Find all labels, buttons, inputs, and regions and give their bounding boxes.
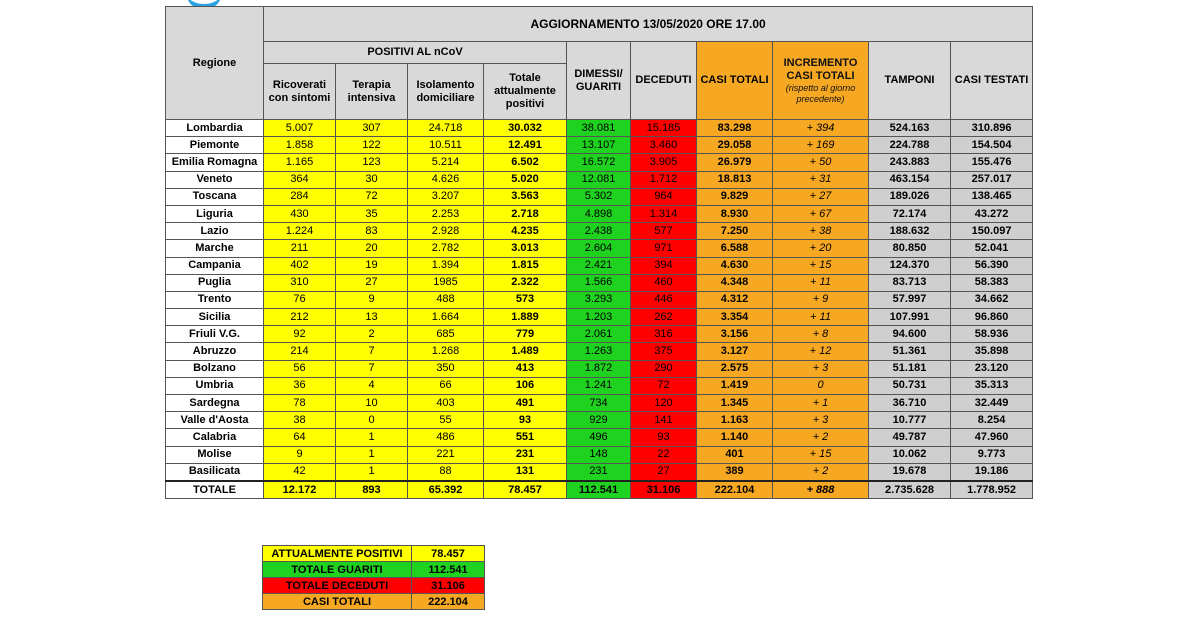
table-row [166, 154, 1033, 171]
cell-totale: 779 [484, 326, 567, 343]
cell-testati: 96.860 [951, 309, 1033, 326]
cell-totale: 2.718 [484, 205, 567, 222]
cell-totale: 30.032 [484, 120, 567, 137]
cell-deceduti: 15.185 [631, 120, 697, 137]
cell-testati: 35.313 [951, 377, 1033, 394]
cell-dimessi: 3.293 [567, 291, 631, 308]
cell-ricoverati: 36 [264, 377, 336, 394]
cell-regione: Marche [166, 240, 264, 257]
cell-ricoverati: 38 [264, 412, 336, 429]
cell-incremento: + 15 [773, 257, 869, 274]
cell-terapia: 72 [336, 188, 408, 205]
cell-deceduti: 446 [631, 291, 697, 308]
cell-totale: 491 [484, 395, 567, 412]
cell-incremento: + 12 [773, 343, 869, 360]
cell-deceduti: 262 [631, 309, 697, 326]
summary-label: ATTUALMENTE POSITIVI [263, 546, 412, 562]
cell-tamponi: 19.678 [869, 463, 951, 481]
header-deceduti: DECEDUTI [631, 42, 697, 120]
cell-casi: 2.575 [697, 360, 773, 377]
cell-terapia: 27 [336, 274, 408, 291]
cell-casi: 222.104 [697, 481, 773, 499]
cell-terapia: 122 [336, 137, 408, 154]
header-incremento-label: INCREMENTO CASI TOTALI [783, 56, 858, 82]
cell-casi: 1.163 [697, 412, 773, 429]
cell-terapia: 2 [336, 326, 408, 343]
cell-casi: 4.630 [697, 257, 773, 274]
cell-totale: 5.020 [484, 171, 567, 188]
cell-deceduti: 3.460 [631, 137, 697, 154]
cell-tamponi: 524.163 [869, 120, 951, 137]
cell-totale: 93 [484, 412, 567, 429]
table-row [166, 429, 1033, 446]
cell-dimessi: 929 [567, 412, 631, 429]
table-row [166, 223, 1033, 240]
cell-terapia: 7 [336, 343, 408, 360]
cell-dimessi: 1.241 [567, 377, 631, 394]
cell-terapia: 1 [336, 429, 408, 446]
cell-tamponi: 124.370 [869, 257, 951, 274]
cell-regione: Puglia [166, 274, 264, 291]
cell-deceduti: 93 [631, 429, 697, 446]
cell-incremento: + 2 [773, 429, 869, 446]
cell-deceduti: 577 [631, 223, 697, 240]
cell-deceduti: 22 [631, 446, 697, 463]
cell-regione: Campania [166, 257, 264, 274]
cell-isolamento: 1.268 [408, 343, 484, 360]
cell-regione: Basilicata [166, 463, 264, 481]
table-row [166, 360, 1033, 377]
summary-row [263, 546, 485, 562]
cell-dimessi: 1.203 [567, 309, 631, 326]
cell-casi: 83.298 [697, 120, 773, 137]
cell-isolamento: 486 [408, 429, 484, 446]
cell-isolamento: 1.394 [408, 257, 484, 274]
summary-label: CASI TOTALI [263, 594, 412, 610]
cell-regione: Abruzzo [166, 343, 264, 360]
cell-casi: 9.829 [697, 188, 773, 205]
cell-ricoverati: 402 [264, 257, 336, 274]
cell-incremento: + 169 [773, 137, 869, 154]
cell-incremento: + 11 [773, 309, 869, 326]
cell-casi: 26.979 [697, 154, 773, 171]
cell-testati: 138.465 [951, 188, 1033, 205]
cell-ricoverati: 56 [264, 360, 336, 377]
cell-dimessi: 16.572 [567, 154, 631, 171]
cell-testati: 19.186 [951, 463, 1033, 481]
cell-incremento: + 50 [773, 154, 869, 171]
cell-testati: 8.254 [951, 412, 1033, 429]
table-row [166, 343, 1033, 360]
table-row [166, 137, 1033, 154]
cell-tamponi: 94.600 [869, 326, 951, 343]
cell-tamponi: 80.850 [869, 240, 951, 257]
cell-testati: 32.449 [951, 395, 1033, 412]
cell-totale: 1.815 [484, 257, 567, 274]
summary-value: 112.541 [412, 562, 485, 578]
cell-isolamento: 685 [408, 326, 484, 343]
cell-deceduti: 290 [631, 360, 697, 377]
cell-isolamento: 24.718 [408, 120, 484, 137]
cell-testati: 43.272 [951, 205, 1033, 222]
cell-deceduti: 460 [631, 274, 697, 291]
cell-dimessi: 38.081 [567, 120, 631, 137]
cell-casi: 29.058 [697, 137, 773, 154]
cell-dimessi: 148 [567, 446, 631, 463]
table-row [166, 274, 1033, 291]
cell-ricoverati: 1.224 [264, 223, 336, 240]
table-row [166, 120, 1033, 137]
cell-casi: 8.930 [697, 205, 773, 222]
cell-isolamento: 4.626 [408, 171, 484, 188]
cell-dimessi: 1.566 [567, 274, 631, 291]
cell-testati: 150.097 [951, 223, 1033, 240]
cell-tamponi: 10.062 [869, 446, 951, 463]
table-row [166, 291, 1033, 308]
cell-ricoverati: 1.165 [264, 154, 336, 171]
cell-ricoverati: 92 [264, 326, 336, 343]
cell-isolamento: 10.511 [408, 137, 484, 154]
table-row [166, 377, 1033, 394]
cell-deceduti: 31.106 [631, 481, 697, 499]
cell-casi: 6.588 [697, 240, 773, 257]
cell-isolamento: 2.253 [408, 205, 484, 222]
cell-deceduti: 316 [631, 326, 697, 343]
cell-isolamento: 55 [408, 412, 484, 429]
cell-ricoverati: 1.858 [264, 137, 336, 154]
cell-incremento: + 11 [773, 274, 869, 291]
summary-value: 222.104 [412, 594, 485, 610]
cell-regione: TOTALE [166, 481, 264, 499]
cell-terapia: 9 [336, 291, 408, 308]
cell-deceduti: 1.712 [631, 171, 697, 188]
cell-totale: 3.563 [484, 188, 567, 205]
cell-ricoverati: 42 [264, 463, 336, 481]
cell-incremento: + 394 [773, 120, 869, 137]
cell-totale: 78.457 [484, 481, 567, 499]
cell-isolamento: 66 [408, 377, 484, 394]
header-regione: Regione [166, 7, 264, 120]
cell-ricoverati: 76 [264, 291, 336, 308]
cell-tamponi: 188.632 [869, 223, 951, 240]
cell-terapia: 35 [336, 205, 408, 222]
summary-table [262, 545, 485, 610]
cell-testati: 1.778.952 [951, 481, 1033, 499]
cell-dimessi: 12.081 [567, 171, 631, 188]
cell-tamponi: 57.997 [869, 291, 951, 308]
cell-terapia: 19 [336, 257, 408, 274]
cell-ricoverati: 12.172 [264, 481, 336, 499]
cell-deceduti: 375 [631, 343, 697, 360]
cell-testati: 310.896 [951, 120, 1033, 137]
cell-incremento: + 31 [773, 171, 869, 188]
cell-dimessi: 2.604 [567, 240, 631, 257]
cell-casi: 1.419 [697, 377, 773, 394]
cell-isolamento: 88 [408, 463, 484, 481]
cell-incremento: + 15 [773, 446, 869, 463]
table-row [166, 240, 1033, 257]
cell-deceduti: 120 [631, 395, 697, 412]
cell-terapia: 893 [336, 481, 408, 499]
cell-regione: Veneto [166, 171, 264, 188]
cell-terapia: 123 [336, 154, 408, 171]
cell-testati: 35.898 [951, 343, 1033, 360]
cell-tamponi: 10.777 [869, 412, 951, 429]
cell-dimessi: 13.107 [567, 137, 631, 154]
cell-totale: 551 [484, 429, 567, 446]
cell-ricoverati: 9 [264, 446, 336, 463]
cell-regione: Liguria [166, 205, 264, 222]
cell-terapia: 4 [336, 377, 408, 394]
summary-row [263, 594, 485, 610]
cell-terapia: 10 [336, 395, 408, 412]
header-casi-testati: CASI TESTATI [951, 42, 1033, 120]
cell-terapia: 20 [336, 240, 408, 257]
cell-testati: 56.390 [951, 257, 1033, 274]
summary-row [263, 562, 485, 578]
cell-isolamento: 1.664 [408, 309, 484, 326]
cell-regione: Umbria [166, 377, 264, 394]
cell-tamponi: 189.026 [869, 188, 951, 205]
cell-dimessi: 5.302 [567, 188, 631, 205]
cell-testati: 154.504 [951, 137, 1033, 154]
cell-regione: Bolzano [166, 360, 264, 377]
cell-tamponi: 72.174 [869, 205, 951, 222]
table-row [166, 395, 1033, 412]
header-update: AGGIORNAMENTO 13/05/2020 ORE 17.00 [264, 7, 1033, 42]
cell-regione: Sicilia [166, 309, 264, 326]
header-positivi-group: POSITIVI AL nCoV [264, 42, 567, 64]
cell-deceduti: 394 [631, 257, 697, 274]
header-casi-totali: CASI TOTALI [697, 42, 773, 120]
cell-ricoverati: 211 [264, 240, 336, 257]
cell-deceduti: 72 [631, 377, 697, 394]
header-dimessi: DIMESSI/ GUARITI [567, 42, 631, 120]
cell-tamponi: 463.154 [869, 171, 951, 188]
cell-ricoverati: 214 [264, 343, 336, 360]
cell-deceduti: 3.905 [631, 154, 697, 171]
table-row [166, 446, 1033, 463]
cell-totale: 12.491 [484, 137, 567, 154]
cell-tamponi: 49.787 [869, 429, 951, 446]
cell-terapia: 1 [336, 446, 408, 463]
cell-terapia: 7 [336, 360, 408, 377]
table-row [166, 257, 1033, 274]
cell-regione: Sardegna [166, 395, 264, 412]
cell-incremento: 0 [773, 377, 869, 394]
cell-casi: 3.354 [697, 309, 773, 326]
cell-ricoverati: 430 [264, 205, 336, 222]
cell-ricoverati: 364 [264, 171, 336, 188]
cell-incremento: + 27 [773, 188, 869, 205]
table-row [166, 309, 1033, 326]
cell-casi: 401 [697, 446, 773, 463]
cell-incremento: + 38 [773, 223, 869, 240]
header-isolamento: Isolamento domiciliare [408, 64, 484, 120]
cell-dimessi: 1.872 [567, 360, 631, 377]
cell-casi: 4.312 [697, 291, 773, 308]
cell-testati: 23.120 [951, 360, 1033, 377]
summary-value: 31.106 [412, 578, 485, 594]
cell-casi: 7.250 [697, 223, 773, 240]
table-row [166, 188, 1033, 205]
cell-totale: 1.489 [484, 343, 567, 360]
cell-deceduti: 27 [631, 463, 697, 481]
cell-terapia: 83 [336, 223, 408, 240]
cell-testati: 155.476 [951, 154, 1033, 171]
cell-regione: Toscana [166, 188, 264, 205]
cell-casi: 3.127 [697, 343, 773, 360]
cell-casi: 1.345 [697, 395, 773, 412]
cell-regione: Calabria [166, 429, 264, 446]
cell-regione: Emilia Romagna [166, 154, 264, 171]
cell-dimessi: 2.061 [567, 326, 631, 343]
cell-isolamento: 1985 [408, 274, 484, 291]
cell-tamponi: 224.788 [869, 137, 951, 154]
cell-incremento: + 9 [773, 291, 869, 308]
cell-isolamento: 2.782 [408, 240, 484, 257]
cell-dimessi: 1.263 [567, 343, 631, 360]
cell-casi: 4.348 [697, 274, 773, 291]
cell-deceduti: 964 [631, 188, 697, 205]
header-incremento [773, 42, 869, 120]
cell-isolamento: 2.928 [408, 223, 484, 240]
cell-ricoverati: 212 [264, 309, 336, 326]
cell-regione: Piemonte [166, 137, 264, 154]
cell-casi: 389 [697, 463, 773, 481]
cell-incremento: + 3 [773, 360, 869, 377]
table-row [166, 205, 1033, 222]
cell-ricoverati: 284 [264, 188, 336, 205]
header-ricoverati: Ricoverati con sintomi [264, 64, 336, 120]
cell-dimessi: 2.438 [567, 223, 631, 240]
cell-incremento: + 1 [773, 395, 869, 412]
cell-isolamento: 5.214 [408, 154, 484, 171]
cell-dimessi: 2.421 [567, 257, 631, 274]
cell-tamponi: 36.710 [869, 395, 951, 412]
cell-tamponi: 243.883 [869, 154, 951, 171]
cell-dimessi: 231 [567, 463, 631, 481]
cell-totale: 106 [484, 377, 567, 394]
cell-casi: 3.156 [697, 326, 773, 343]
header-terapia: Terapia intensiva [336, 64, 408, 120]
cell-isolamento: 488 [408, 291, 484, 308]
cell-isolamento: 65.392 [408, 481, 484, 499]
cell-incremento: + 8 [773, 326, 869, 343]
cell-terapia: 13 [336, 309, 408, 326]
cell-incremento: + 67 [773, 205, 869, 222]
cell-testati: 58.936 [951, 326, 1033, 343]
cell-regione: Valle d'Aosta [166, 412, 264, 429]
cell-dimessi: 4.898 [567, 205, 631, 222]
cell-totale: 3.013 [484, 240, 567, 257]
cell-isolamento: 403 [408, 395, 484, 412]
cell-testati: 52.041 [951, 240, 1033, 257]
cell-terapia: 1 [336, 463, 408, 481]
cell-dimessi: 112.541 [567, 481, 631, 499]
cell-testati: 9.773 [951, 446, 1033, 463]
table-row [166, 463, 1033, 481]
cell-totale: 4.235 [484, 223, 567, 240]
covid-regional-table [165, 6, 1033, 499]
cell-deceduti: 141 [631, 412, 697, 429]
cell-terapia: 0 [336, 412, 408, 429]
cell-totale: 1.889 [484, 309, 567, 326]
summary-value: 78.457 [412, 546, 485, 562]
cell-incremento: + 888 [773, 481, 869, 499]
cell-ricoverati: 310 [264, 274, 336, 291]
cell-tamponi: 50.731 [869, 377, 951, 394]
cell-isolamento: 350 [408, 360, 484, 377]
cell-deceduti: 1.314 [631, 205, 697, 222]
table-row [166, 171, 1033, 188]
cell-incremento: + 3 [773, 412, 869, 429]
cell-regione: Trento [166, 291, 264, 308]
cell-regione: Friuli V.G. [166, 326, 264, 343]
cell-casi: 18.813 [697, 171, 773, 188]
cell-dimessi: 496 [567, 429, 631, 446]
cell-deceduti: 971 [631, 240, 697, 257]
cell-testati: 257.017 [951, 171, 1033, 188]
table-row [166, 326, 1033, 343]
cell-tamponi: 51.361 [869, 343, 951, 360]
cell-tamponi: 51.181 [869, 360, 951, 377]
header-tamponi: TAMPONI [869, 42, 951, 120]
cell-tamponi: 83.713 [869, 274, 951, 291]
cell-terapia: 307 [336, 120, 408, 137]
cell-tamponi: 2.735.628 [869, 481, 951, 499]
cell-regione: Molise [166, 446, 264, 463]
cell-dimessi: 734 [567, 395, 631, 412]
cell-totale: 131 [484, 463, 567, 481]
header-incremento-sub: (rispetto al giorno precedente) [785, 82, 856, 104]
header-totale-positivi: Totale attualmente positivi [484, 64, 567, 120]
cell-incremento: + 2 [773, 463, 869, 481]
cell-totale: 231 [484, 446, 567, 463]
cell-testati: 34.662 [951, 291, 1033, 308]
cell-isolamento: 3.207 [408, 188, 484, 205]
cell-totale: 413 [484, 360, 567, 377]
cell-testati: 47.960 [951, 429, 1033, 446]
cell-ricoverati: 5.007 [264, 120, 336, 137]
cell-isolamento: 221 [408, 446, 484, 463]
cell-incremento: + 20 [773, 240, 869, 257]
summary-label: TOTALE GUARITI [263, 562, 412, 578]
cell-ricoverati: 78 [264, 395, 336, 412]
cell-totale: 2.322 [484, 274, 567, 291]
cell-casi: 1.140 [697, 429, 773, 446]
summary-label: TOTALE DECEDUTI [263, 578, 412, 594]
cell-testati: 58.383 [951, 274, 1033, 291]
cell-tamponi: 107.991 [869, 309, 951, 326]
table-row [166, 412, 1033, 429]
cell-totale: 573 [484, 291, 567, 308]
cell-terapia: 30 [336, 171, 408, 188]
cell-totale: 6.502 [484, 154, 567, 171]
summary-row [263, 578, 485, 594]
cell-ricoverati: 64 [264, 429, 336, 446]
totals-row [166, 481, 1033, 499]
cell-regione: Lazio [166, 223, 264, 240]
cell-regione: Lombardia [166, 120, 264, 137]
